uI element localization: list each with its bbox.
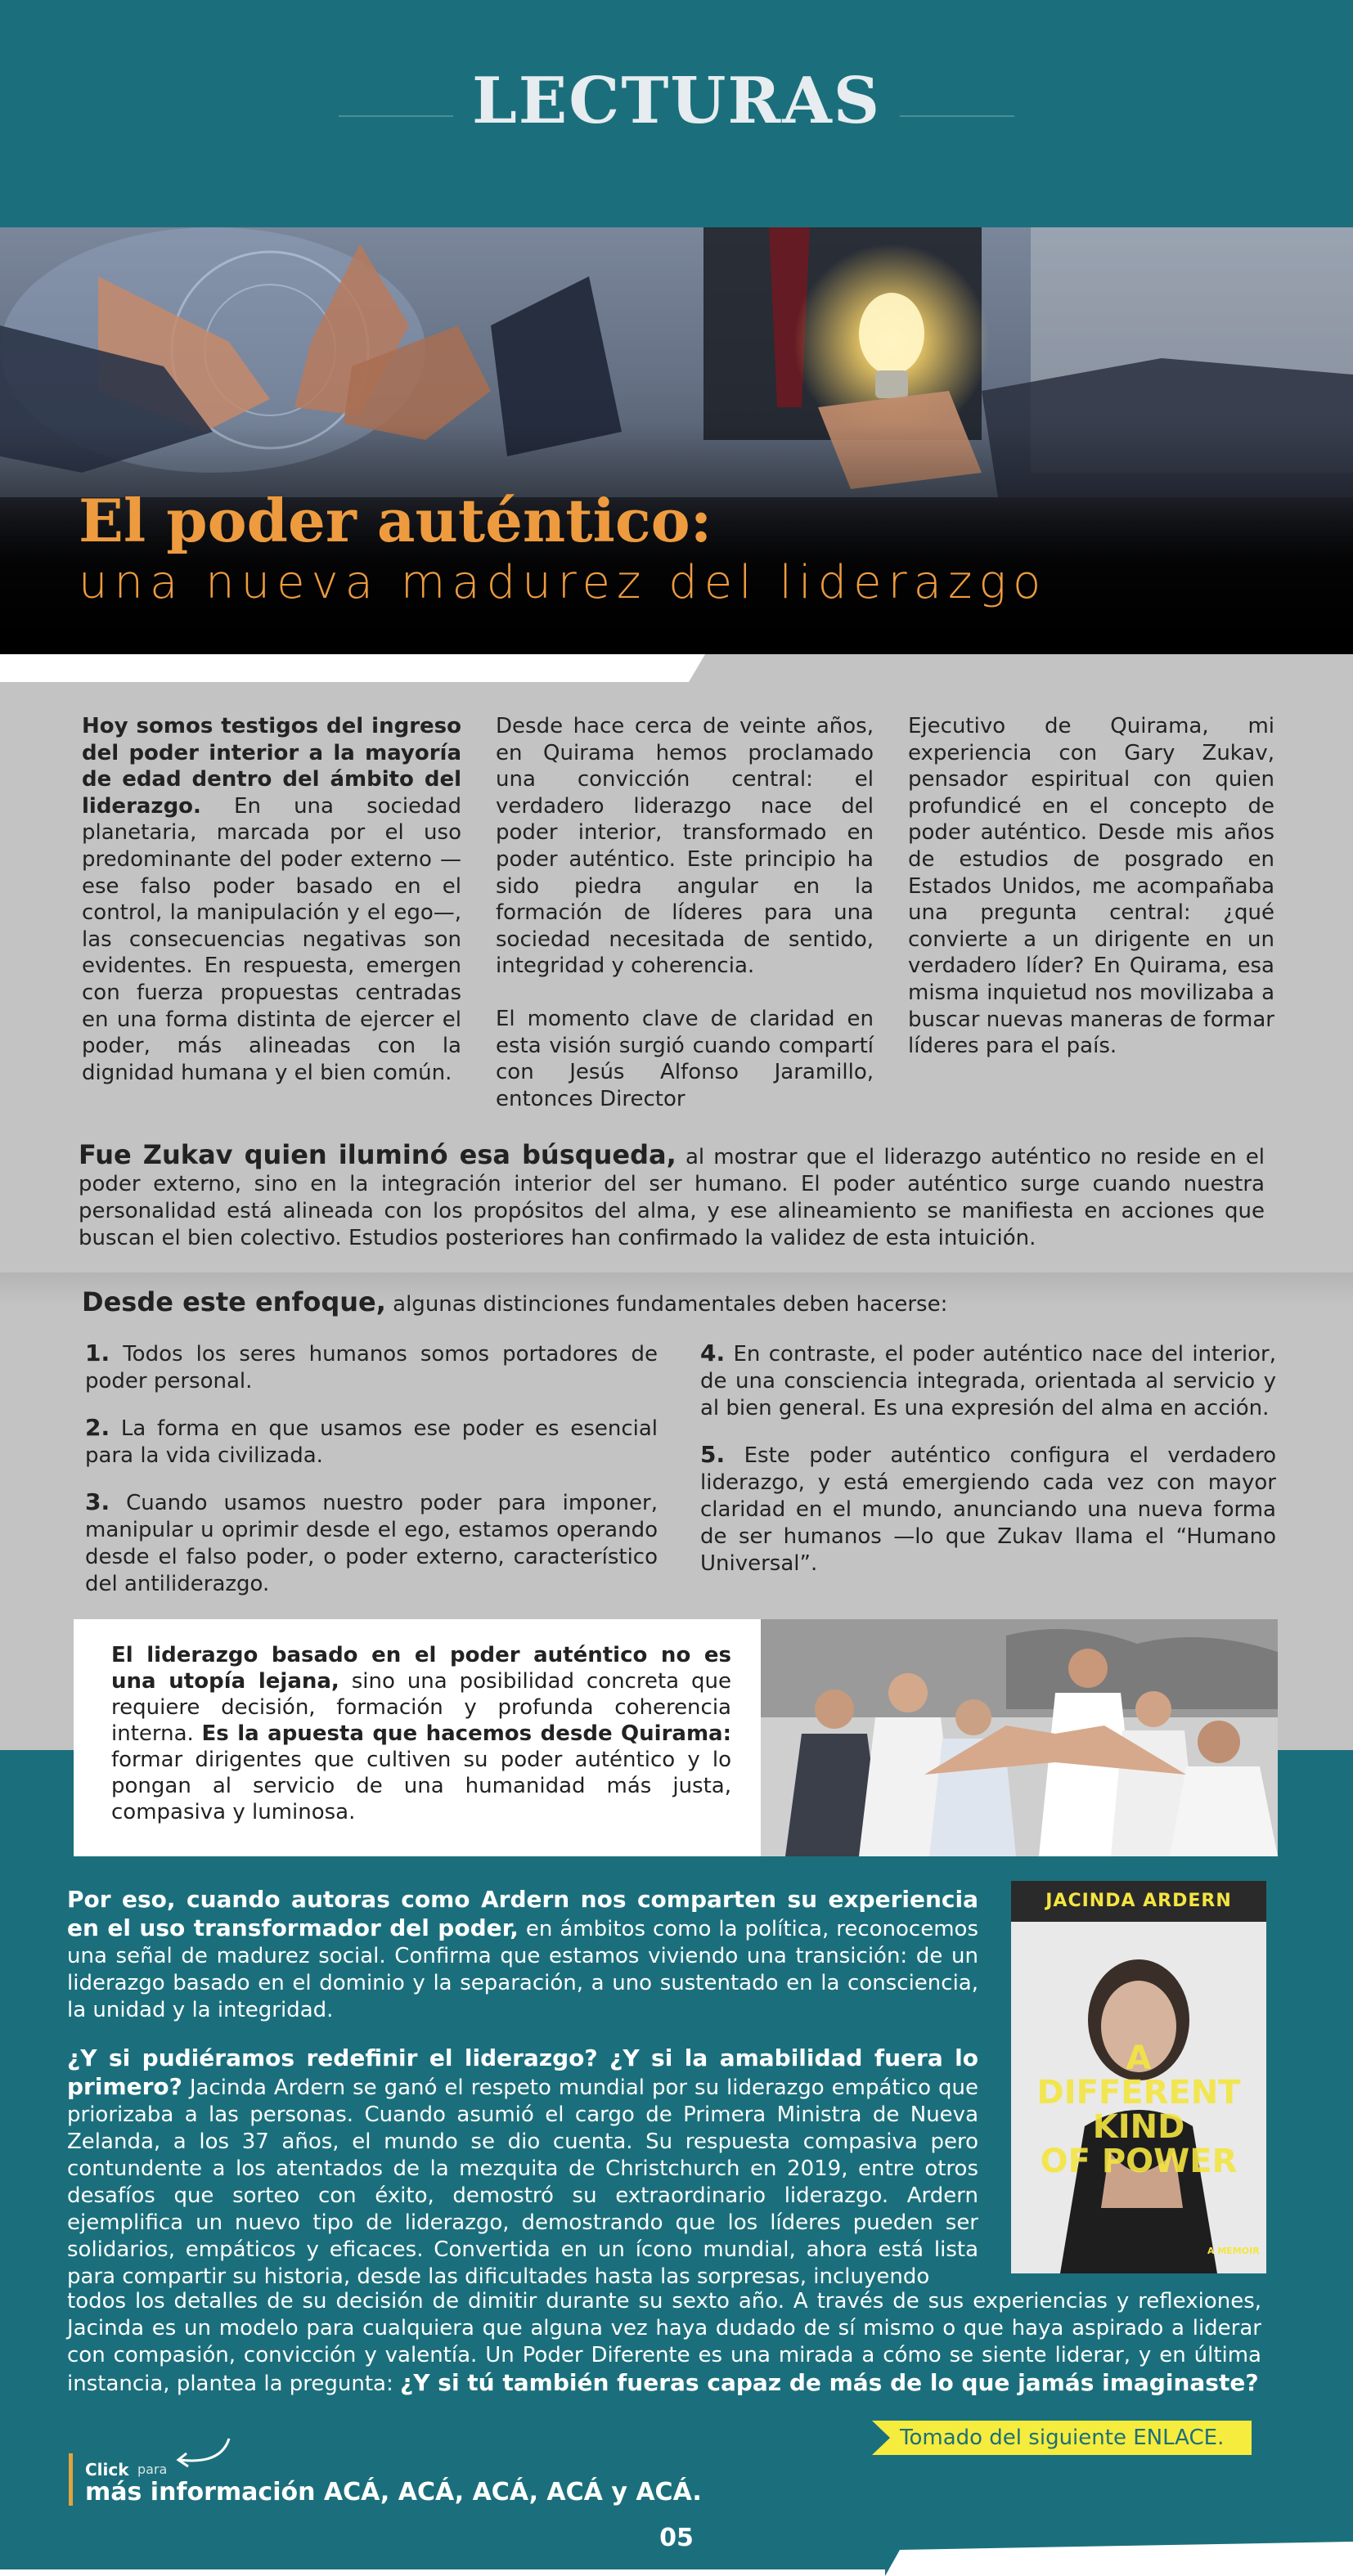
section-title: LECTURAS bbox=[471, 64, 882, 138]
click-accent-bar bbox=[69, 2453, 73, 2506]
list-number: 5. bbox=[700, 1441, 726, 1468]
list-number: 3. bbox=[85, 1488, 110, 1515]
white-wedge-decoration bbox=[0, 654, 1353, 687]
distinctions-text: algunas distinciones fundamentales deben hacerse: bbox=[385, 1292, 948, 1317]
intro-col1-text: En una sociedad planetaria, marcada por el uso predominante del poder externo —ese falso poder basado en el control, la manipulación y el ego—, las consecuencias negativas son evidentes. En respuesta, emergen con fuerza propuestas centradas en una forma distinta de ejercer el poder, más alineadas con la dignidad humana y el bien común. bbox=[82, 793, 461, 1085]
hero-image bbox=[0, 227, 1353, 654]
ardern-p2-text: Jacinda Ardern se ganó el respeto mundial por su liderazgo empático que priorizaba a las personas. Cuando asumió el cargo de Primera Ministra de Nueva Zelanda, a los 37 años, el mundo se dio cuenta. Su respuesta compasiva pero contundente a los atentados de la mezquita de Christchurch en 2019, entre otros desafíos que sorteo con éxito, demostró su extraordinario liderazgo. Ardern ejemplifica un nuevo tipo de liderazgo, demostrando que los líderes pueden ser solidarios, empáticos y eficaces. Convertida en un ícono mundial, ahora está lista para compartir su historia, desde las dificultades hasta las sorpresas, incluyendo bbox=[67, 2076, 978, 2289]
article-title: El poder auténtico: bbox=[79, 486, 712, 555]
callout-text bbox=[111, 1642, 731, 1825]
source-link[interactable]: Tomado del siguiente ENLACE. bbox=[900, 2426, 1225, 2450]
book-title-line: DIFFERENT bbox=[1036, 2074, 1241, 2112]
book-title-line: KIND bbox=[1092, 2108, 1185, 2146]
book-title-line: OF POWER bbox=[1040, 2143, 1238, 2180]
curved-arrow-icon bbox=[169, 2435, 234, 2473]
click-label: Click bbox=[85, 2460, 129, 2480]
list-number: 4. bbox=[700, 1340, 726, 1367]
list-text: Este poder auténtico configura el verdadero liderazgo, y está emergiendo cada vez con mayor claridad en el mundo, anunciando una nueva forma de ser humanos —lo que Zukav llama el “Humano Universal”. bbox=[700, 1443, 1276, 1576]
distinctions-list-left bbox=[85, 1340, 658, 1617]
list-number: 1. bbox=[85, 1340, 110, 1367]
zukav-paragraph bbox=[79, 1139, 1265, 1252]
list-item bbox=[700, 1340, 1276, 1422]
list-item bbox=[85, 1340, 658, 1395]
callout-bold-1: El liderazgo basado en el poder auténtico no es una utopía lejana, bbox=[111, 1643, 731, 1694]
list-item bbox=[85, 1414, 658, 1470]
list-text: Todos los seres humanos somos portadores de poder personal. bbox=[85, 1342, 658, 1393]
zukav-lead: Fue Zukav quien iluminó esa búsqueda, bbox=[79, 1139, 676, 1170]
book-cover bbox=[1011, 1881, 1266, 2273]
callout-text-1: sino una posibilidad concreta que requiere decisión, formación y profunda coherencia interna. bbox=[111, 1669, 731, 1746]
callout-bold-2: Es la apuesta que hacemos desde Quirama: bbox=[201, 1721, 731, 1746]
intro-lead: Hoy somos testigos del ingreso del poder interior a la mayoría de edad dentro del ámbito del liderazgo. bbox=[82, 714, 461, 819]
page-number: 05 bbox=[659, 2524, 694, 2552]
ardern-paragraph-2 bbox=[67, 2044, 978, 2291]
distinctions-list-right bbox=[700, 1340, 1276, 1596]
ardern-paragraph-1 bbox=[67, 1886, 978, 2024]
distinctions-intro bbox=[82, 1286, 1276, 1318]
ardern-p1-bold: Por eso, cuando autoras como Ardern nos comparten su experiencia en el uso transformador del poder, bbox=[67, 1886, 978, 1941]
list-item bbox=[85, 1488, 658, 1598]
ardern-p1-text: en ámbitos como la política, reconocemos una señal de madurez social. Confirma que estamos viviendo una transición: de un liderazgo basado en el dominio y la separación, a uno sustentado en la consciencia, la unidad y la integridad. bbox=[67, 1917, 978, 2022]
list-text: La forma en que usamos ese poder es esencial para la vida civilizada. bbox=[85, 1416, 658, 1468]
ardern-p2-bold: ¿Y si pudiéramos redefinir el liderazgo? ¿Y si la amabilidad fuera lo primero? bbox=[67, 2044, 978, 2100]
team-photo-illustration bbox=[761, 1619, 1278, 1856]
book-subtitle: A MEMOIR bbox=[1207, 2246, 1260, 2256]
article-subtitle: una nueva madurez del liderazgo bbox=[79, 556, 1048, 609]
intro-col2-paragraph-2: El momento clave de claridad en esta visión surgió cuando compartí con Jesús Alfonso Jaramillo, entonces Director bbox=[496, 1006, 874, 1111]
more-info-links[interactable]: más información ACÁ, ACÁ, ACÁ, ACÁ y ACÁ. bbox=[85, 2478, 702, 2506]
zukav-text: al mostrar que el liderazgo auténtico no reside en el poder externo, sino en la integración interior del ser humano. El poder auténtico surge cuando nuestra personalidad está alineada con los propósitos del alma, y ese alineamiento se manifiesta en acciones que buscan el bien colectivo. Estudios posteriores han confirmado la validez de esta intuición. bbox=[79, 1145, 1265, 1250]
ardern-p3-text: todos los detalles de su decisión de dimitir durante su sexto año. A través de sus experiencias y reflexiones, Jacinda es un modelo para cualquiera que alguna vez haya dudado de sí mismo o que haya aspirado a liderar con compasión, convicción y valentía. Un Poder Diferente es una mirada a cómo se siente liderar, y en última instancia, plantea la pregunta: bbox=[67, 2289, 1261, 2396]
intro-column-1 bbox=[82, 713, 461, 1086]
callout-text-2: formar dirigentes que cultiven su poder auténtico y lo pongan al servicio de una humanidad más justa, compasiva y luminosa. bbox=[111, 1748, 731, 1824]
intro-col2-paragraph-1: Desde hace cerca de veinte años, en Quirama hemos proclamado una convicción central: el verdadero liderazgo nace del poder interior, transformado en poder auténtico. Este principio ha sido piedra angular en la formación de líderes para una sociedad necesitada de sentido, integridad y coherencia. bbox=[496, 714, 874, 979]
distinctions-lead: Desde este enfoque, bbox=[82, 1286, 386, 1317]
team-hands-photo bbox=[761, 1619, 1278, 1856]
book-title-line: A bbox=[1126, 2040, 1152, 2077]
list-number: 2. bbox=[85, 1414, 110, 1441]
book-title bbox=[1011, 2041, 1266, 2179]
ardern-paragraph-3 bbox=[67, 2288, 1261, 2398]
click-para: para bbox=[137, 2462, 168, 2477]
list-text: En contraste, el poder auténtico nace del interior, de una consciencia integrada, orientada al servicio y al bien general. Es una expresión del alma en acción. bbox=[700, 1342, 1276, 1420]
intro-column-2 bbox=[496, 713, 874, 1112]
intro-column-3 bbox=[908, 713, 1274, 1060]
list-item bbox=[700, 1441, 1276, 1577]
ardern-p3-bold: ¿Y si tú también fueras capaz de más de lo que jamás imaginaste? bbox=[400, 2369, 1259, 2396]
book-author: JACINDA ARDERN bbox=[1045, 1891, 1232, 1911]
list-text: Cuando usamos nuestro poder para imponer, manipular u oprimir desde el ego, estamos operando desde el falso poder, o poder externo, característico del antiliderazgo. bbox=[85, 1491, 658, 1596]
intro-col3-text: Ejecutivo de Quirama, mi experiencia con Gary Zukav, pensador espiritual con quien profundicé en el concepto de poder auténtico. Desde mis años de estudios de posgrado en Estados Unidos, me acompañaba una pregunta central: ¿qué convierte a un dirigente en un verdadero líder? En Quirama, esa misma inquietud nos movilizaba a buscar nuevas maneras de formar líderes para el país. bbox=[908, 714, 1274, 1059]
